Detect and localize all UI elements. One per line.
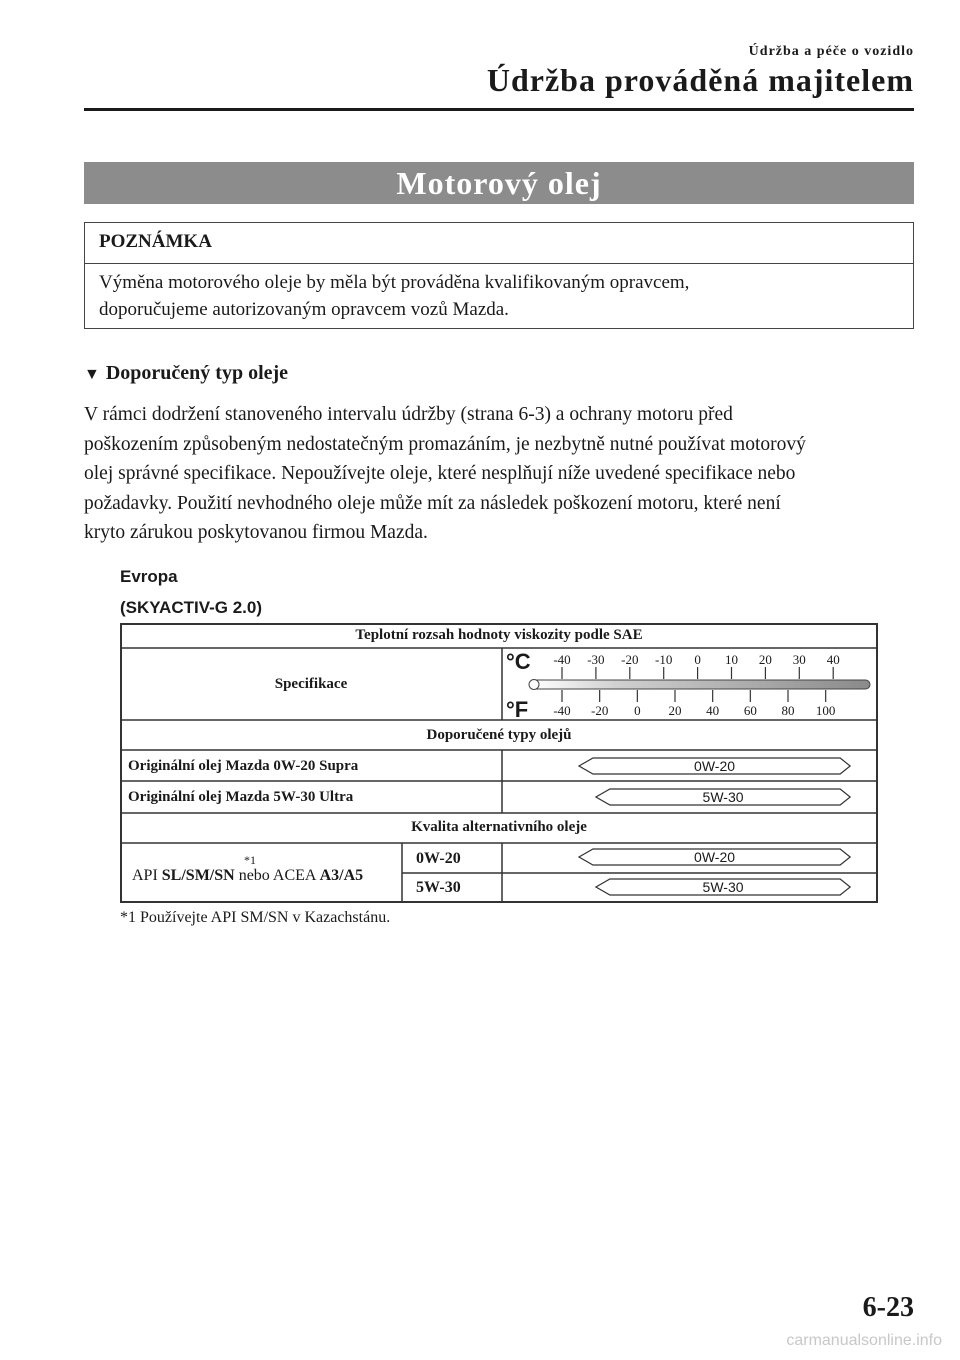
chapter-title: Údržba a péče o vozidlo — [748, 44, 914, 59]
api-spec-cell — [120, 845, 402, 903]
fahrenheit-tick-label: 100 — [815, 703, 836, 718]
note-body — [99, 269, 899, 323]
recommended-oil-name: Originální olej Mazda 5W-30 Ultra — [128, 789, 354, 805]
triangle-down-icon: ▼ — [84, 366, 100, 383]
intro-line: požadavky. Použití nevhodného oleje může mít za následek poškození motoru, které není — [84, 492, 781, 514]
note-heading: POZNÁMKA — [99, 231, 212, 252]
subsection-heading — [84, 362, 288, 385]
note-header — [85, 223, 913, 264]
fahrenheit-tick-label: 80 — [781, 703, 795, 718]
acea-prefix: nebo ACEA — [234, 867, 320, 884]
intro-line: kryto zárukou poskytovanou firmou Mazda. — [84, 522, 428, 543]
fahrenheit-tick-label: 60 — [743, 703, 757, 718]
region-label: Evropa — [120, 567, 178, 586]
thermometer-bulb — [529, 680, 539, 690]
page-title: Údržba prováděná majitelem — [486, 62, 914, 98]
temperature-scale — [506, 649, 870, 722]
celsius-tick-label: -10 — [655, 652, 673, 667]
celsius-tick-label: -20 — [621, 652, 639, 667]
fahrenheit-unit: °F — [506, 697, 529, 722]
recommended-oil-name: Originální olej Mazda 0W-20 Supra — [128, 758, 359, 774]
api-prefix: API — [132, 867, 162, 884]
celsius-tick-label: -30 — [587, 652, 605, 667]
thermometer-bar — [532, 680, 870, 689]
alternative-header: Kvalita alternativního oleje — [411, 819, 587, 835]
recommended-header: Doporučené typy olejů — [426, 727, 572, 743]
engine-label: (SKYACTIV-G 2.0) — [120, 598, 263, 617]
fahrenheit-tick-label: 0 — [634, 703, 641, 718]
acea-grades: A3/A5 — [319, 867, 364, 884]
fahrenheit-tick-label: 40 — [706, 703, 720, 718]
celsius-tick-label: 40 — [826, 652, 840, 667]
intro-line: poškozením způsobeným nedostatečným promazáním, je nezbytně nutné používat motorový — [84, 433, 806, 455]
viscosity-grade-label: 0W-20 — [694, 849, 736, 865]
footnote-mark: *1 — [244, 853, 256, 867]
header-rule — [84, 108, 914, 111]
celsius-tick-label: 0 — [694, 652, 701, 667]
viscosity-grade-label: 5W-30 — [702, 879, 744, 895]
note-line: Výměna motorového oleje by měla být prováděna kvalifikovaným opravcem, — [99, 272, 690, 293]
footnote: *1 Používejte API SM/SN v Kazachstánu. — [120, 909, 391, 926]
viscosity-grade-label: 5W-30 — [702, 789, 744, 805]
celsius-tick-label: 10 — [725, 652, 738, 667]
celsius-unit: °C — [506, 649, 531, 674]
alternative-grade: 5W-30 — [416, 879, 461, 896]
api-spec-text — [132, 867, 363, 885]
celsius-tick-label: 20 — [758, 652, 772, 667]
celsius-tick-label: -40 — [553, 652, 571, 667]
viscosity-header: Teplotní rozsah hodnoty viskozity podle SAE — [355, 627, 643, 643]
alternative-grade: 0W-20 — [416, 850, 461, 867]
fahrenheit-tick-label: -20 — [590, 703, 609, 718]
subsection-title: Doporučený typ oleje — [105, 362, 289, 384]
oil-spec-table — [120, 623, 878, 903]
viscosity-grade-label: 0W-20 — [694, 758, 736, 774]
intro-paragraph — [84, 400, 916, 548]
page-number: 6-23 — [862, 1292, 914, 1323]
api-grades: SL/SM/SN — [161, 867, 235, 884]
celsius-tick-label: 30 — [792, 652, 806, 667]
fahrenheit-tick-label: 20 — [668, 703, 682, 718]
note-box — [84, 222, 914, 329]
section-title: Motorový olej — [84, 162, 914, 204]
spec-label: Specifikace — [274, 676, 348, 692]
fahrenheit-tick-label: -40 — [553, 703, 571, 718]
note-line: doporučujeme autorizovaným opravcem vozů Mazda. — [99, 299, 509, 320]
intro-line: V rámci dodržení stanoveného intervalu údržby (strana 6-3) a ochrany motoru před — [84, 404, 733, 425]
watermark: carmanualsonline.info — [786, 1332, 942, 1349]
intro-line: olej správné specifikace. Nepoužívejte oleje, které nesplňují níže uvedené specifikace nebo — [84, 463, 796, 484]
